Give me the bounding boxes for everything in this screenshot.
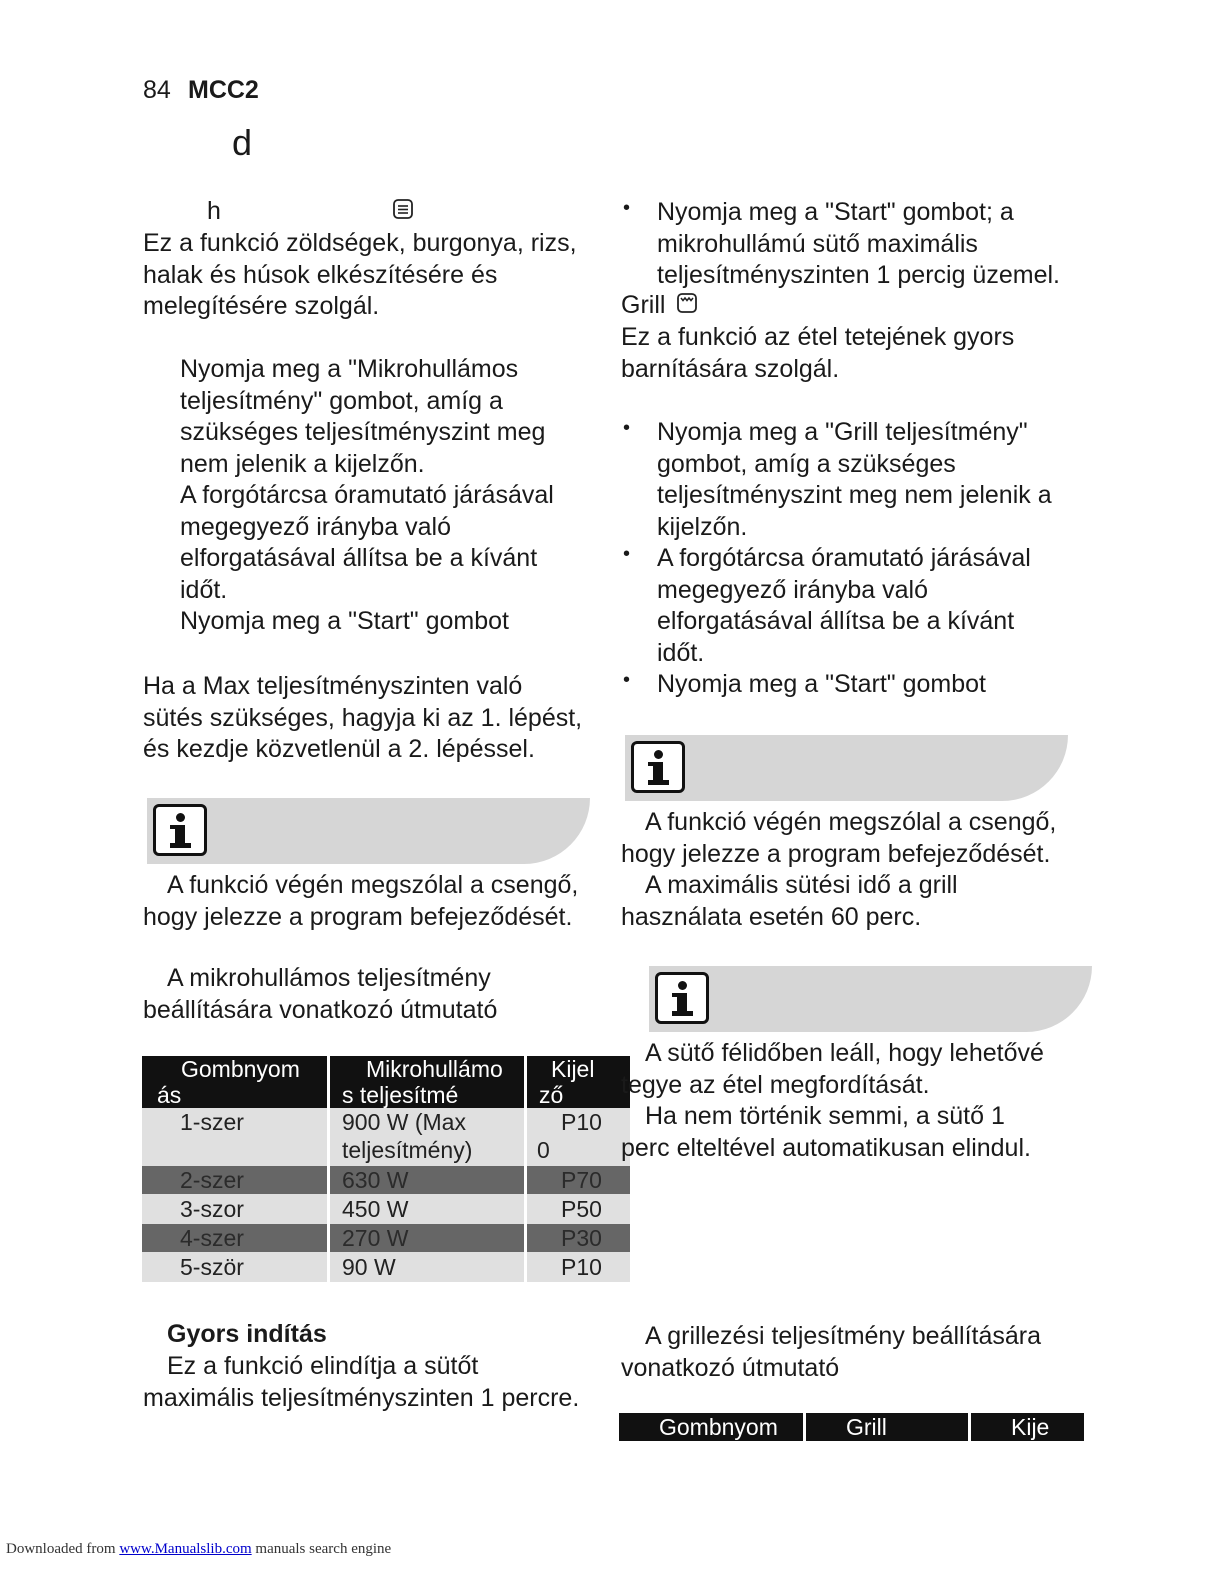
- grill-power-table: [619, 1413, 1084, 1441]
- column-header-press: Gombnyom ás: [142, 1056, 329, 1108]
- footer: Downloaded from www.Manualslib.com manuals search engine: [6, 1541, 392, 1557]
- microwave-power-table: [142, 1056, 630, 1282]
- table-row: 4-szer 270 W P30: [142, 1224, 630, 1252]
- info-icon: [631, 741, 685, 793]
- page-number: 84: [143, 76, 171, 104]
- quick-start-title: Gyors indítás: [167, 1320, 327, 1348]
- manualslib-link[interactable]: www.Manualslib.com: [119, 1541, 252, 1557]
- table-header-row: [619, 1413, 1084, 1441]
- grill-steps: [623, 417, 1052, 701]
- info-note-text: A sütő félidőben leáll, hogy lehetővé tegye az étel megfordítását. Ha nem történik semmi, a sütő 1 perc elteltével automatikusan elindul.: [621, 1039, 1044, 1162]
- info-note-box: [147, 798, 590, 864]
- quick-start-bullet: • Nyomja meg a "Start" gombot; a mikrohullámú sütő maximális teljesítményszinten 1 percig üzemel.: [623, 197, 1060, 289]
- microwave-function-icon: [392, 198, 414, 220]
- list-item: • A forgótárcsa óramutató járásával megegyező irányba való elforgatásával állítsa be a kívánt időt.: [623, 543, 1031, 667]
- list-item: • Nyomja meg a "Grill teljesítmény" gombot, amíg a szükséges teljesítményszint meg nem jelenik a kijelzőn.: [623, 417, 1052, 541]
- column-header-power: Mikrohullámo s teljesítmé: [329, 1056, 526, 1108]
- column-header-grill: Grill: [805, 1413, 970, 1441]
- column-header-display: Kije: [970, 1413, 1085, 1441]
- sub-heading-h: h: [207, 197, 221, 225]
- info-icon: [655, 972, 709, 1024]
- info-note-box: [625, 735, 1068, 801]
- grill-intro: Ez a funkció az étel tetejének gyors barnítására szolgál.: [621, 323, 1015, 383]
- grill-table-title: A grillezési teljesítmény beállítására vonatkozó útmutató: [621, 1322, 1042, 1382]
- grill-title: Grill: [621, 291, 666, 319]
- table-header-row: [142, 1056, 630, 1108]
- bullet-dot: •: [623, 197, 631, 219]
- list-item: • Nyomja meg a "Start" gombot: [623, 669, 986, 698]
- info-note-box: [649, 966, 1092, 1032]
- table-row: 5-ször 90 W P10: [142, 1252, 630, 1282]
- grill-icon: [676, 292, 698, 314]
- micro-intro: Ez a funkció zöldségek, burgonya, rizs, halak és húsok elkészítésére és melegítésére szolgál.: [143, 229, 577, 320]
- section-letter: d: [232, 122, 253, 163]
- table-row: 3-szor 450 W P50: [142, 1194, 630, 1224]
- column-header-display: Kijel ző: [526, 1056, 631, 1108]
- table-row: 2-szer 630 W P70: [142, 1166, 630, 1194]
- info-icon: [153, 804, 207, 856]
- quick-start-text: Ez a funkció elindítja a sütőt maximális teljesítményszinten 1 percre.: [143, 1352, 580, 1412]
- info-note-text: A funkció végén megszólal a csengő, hogy jelezze a program befejeződését.: [143, 871, 579, 931]
- max-power-note: Ha a Max teljesítményszinten való sütés szükséges, hagyja ki az 1. lépést, és kezdje közvetlenül a 2. lépéssel.: [143, 672, 583, 763]
- info-note-text: A funkció végén megszólal a csengő, hogy jelezze a program befejeződését. A maximális sütési idő a grill használata esetén 60 perc.: [621, 808, 1057, 931]
- column-header-press: Gombnyom: [619, 1413, 805, 1441]
- micro-steps: Nyomja meg a "Mikrohullámos teljesítmény" gombot, amíg a szükséges teljesítményszint meg nem jelenik a kijelzőn. A forgótárcsa óramutató járásával megegyező irányba való elforgatásával állítsa be a kívánt időt. Nyomja meg a "Start" gombot: [180, 355, 554, 635]
- model-name: MCC2: [188, 76, 259, 104]
- micro-table-title: A mikrohullámos teljesítmény beállítására vonatkozó útmutató: [143, 964, 498, 1024]
- table-row: 1-szer 900 W (Max teljesítmény) P10 0: [142, 1108, 630, 1166]
